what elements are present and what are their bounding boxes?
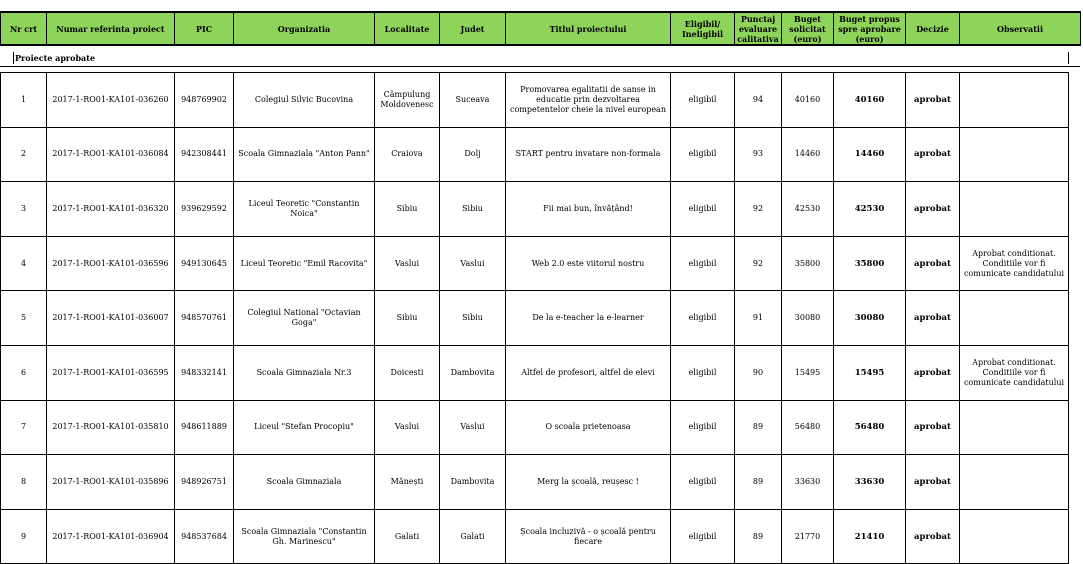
cell-propus: 33630: [834, 455, 906, 510]
projects-table: [0, 72, 1069, 564]
cell-buget: 15495: [782, 345, 834, 400]
cell-loc: Câmpulung Moldovenesc: [375, 73, 440, 128]
cell-titlu: Web 2.0 este viitorul nostru: [506, 236, 671, 291]
cell-decizie: aprobat: [906, 73, 960, 128]
cell-pic: 949130645: [175, 236, 234, 291]
cell-jud: Vaslui: [440, 236, 506, 291]
cell-decizie: aprobat: [906, 455, 960, 510]
header-decizie: Decizie: [906, 12, 960, 45]
header-table: [0, 11, 1081, 46]
cell-jud: Vaslui: [440, 400, 506, 455]
cell-elig: eligibil: [671, 509, 735, 564]
table-row: [1, 127, 1069, 182]
cell-obs: [960, 182, 1069, 237]
cell-ref: 2017-1-RO01-KA101-036904: [47, 509, 175, 564]
cell-pic: 948611889: [175, 400, 234, 455]
cell-punctaj: 89: [735, 455, 782, 510]
cell-jud: Dolj: [440, 127, 506, 182]
cell-loc: Vaslui: [375, 236, 440, 291]
cell-obs: [960, 400, 1069, 455]
cell-decizie: aprobat: [906, 400, 960, 455]
cell-buget: 40160: [782, 73, 834, 128]
header-punctaj: Punctaj evaluare calitativa: [735, 12, 782, 45]
cell-elig: eligibil: [671, 291, 735, 346]
cell-elig: eligibil: [671, 127, 735, 182]
cell-ref: 2017-1-RO01-KA101-036007: [47, 291, 175, 346]
cell-ref: 2017-1-RO01-KA101-035896: [47, 455, 175, 510]
cell-loc: Sibiu: [375, 182, 440, 237]
cell-org: Colegiul Silvic Bucovina: [234, 73, 375, 128]
cell-titlu: Fii mai bun, învățând!: [506, 182, 671, 237]
cell-obs: [960, 73, 1069, 128]
cell-punctaj: 89: [735, 400, 782, 455]
header-jud: Judet: [440, 12, 506, 45]
cell-punctaj: 94: [735, 73, 782, 128]
cell-buget: 14460: [782, 127, 834, 182]
section-divider: [1068, 52, 1069, 64]
cell-buget: 56480: [782, 400, 834, 455]
cell-decizie: aprobat: [906, 509, 960, 564]
cell-propus: 42530: [834, 182, 906, 237]
cell-nr: 5: [1, 291, 47, 346]
table-row: [1, 400, 1069, 455]
header-loc: Localitate: [375, 12, 440, 45]
table-row: [1, 291, 1069, 346]
cell-nr: 9: [1, 509, 47, 564]
cell-pic: 948769902: [175, 73, 234, 128]
cell-obs: Aprobat conditionat. Conditiile vor fi comunicate candidatului: [960, 236, 1069, 291]
cell-buget: 35800: [782, 236, 834, 291]
header-obs: Observatii: [960, 12, 1081, 45]
cell-ref: 2017-1-RO01-KA101-036084: [47, 127, 175, 182]
cell-jud: Dambovita: [440, 345, 506, 400]
cell-loc: Sibiu: [375, 291, 440, 346]
header-row: [1, 12, 1081, 45]
cell-obs: [960, 455, 1069, 510]
cell-jud: Suceava: [440, 73, 506, 128]
header-ref: Numar referinta proiect: [47, 12, 175, 45]
cell-buget: 21770: [782, 509, 834, 564]
cell-punctaj: 92: [735, 236, 782, 291]
cell-elig: eligibil: [671, 182, 735, 237]
cell-ref: 2017-1-RO01-KA101-036595: [47, 345, 175, 400]
cell-org: Liceul Teoretic "Emil Racovita": [234, 236, 375, 291]
cell-nr: 1: [1, 73, 47, 128]
table-row: [1, 236, 1069, 291]
cell-elig: eligibil: [671, 345, 735, 400]
cell-propus: 21410: [834, 509, 906, 564]
cell-ref: 2017-1-RO01-KA101-036260: [47, 73, 175, 128]
cell-ref: 2017-1-RO01-KA101-035810: [47, 400, 175, 455]
cell-punctaj: 91: [735, 291, 782, 346]
cell-titlu: START pentru invatare non-formala: [506, 127, 671, 182]
cell-org: Liceul "Stefan Procopiu": [234, 400, 375, 455]
section-row: [0, 48, 1080, 67]
cell-titlu: O scoala prietenoasa: [506, 400, 671, 455]
table-row: [1, 182, 1069, 237]
cell-propus: 35800: [834, 236, 906, 291]
cell-jud: Galati: [440, 509, 506, 564]
cell-decizie: aprobat: [906, 236, 960, 291]
cell-titlu: Altfel de profesori, altfel de elevi: [506, 345, 671, 400]
table-row: [1, 509, 1069, 564]
cell-ref: 2017-1-RO01-KA101-036320: [47, 182, 175, 237]
cell-propus: 15495: [834, 345, 906, 400]
header-propus: Buget propus spre aprobare (euro): [834, 12, 906, 45]
header-titlu: Titlul proiectului: [506, 12, 671, 45]
section-title: Proiecte aprobate: [15, 53, 96, 63]
cell-pic: 939629592: [175, 182, 234, 237]
cell-jud: Sibiu: [440, 291, 506, 346]
cell-loc: Craiova: [375, 127, 440, 182]
cell-titlu: Școala incluzivă - o școală pentru fiecare: [506, 509, 671, 564]
cell-nr: 4: [1, 236, 47, 291]
cell-titlu: Merg la școală, reușesc !: [506, 455, 671, 510]
cell-punctaj: 92: [735, 182, 782, 237]
cell-elig: eligibil: [671, 236, 735, 291]
cell-nr: 7: [1, 400, 47, 455]
cell-loc: Galati: [375, 509, 440, 564]
cell-elig: eligibil: [671, 455, 735, 510]
table-body: [1, 73, 1069, 564]
cell-buget: 33630: [782, 455, 834, 510]
cell-decizie: aprobat: [906, 182, 960, 237]
cell-pic: 948570761: [175, 291, 234, 346]
cell-org: Scoala Gimnaziala "Anton Pann": [234, 127, 375, 182]
cell-decizie: aprobat: [906, 345, 960, 400]
cell-buget: 42530: [782, 182, 834, 237]
cell-elig: eligibil: [671, 400, 735, 455]
cell-punctaj: 93: [735, 127, 782, 182]
cell-punctaj: 90: [735, 345, 782, 400]
cell-loc: Vaslui: [375, 400, 440, 455]
cell-pic: 948537684: [175, 509, 234, 564]
cell-loc: Doicesti: [375, 345, 440, 400]
cell-elig: eligibil: [671, 73, 735, 128]
cell-titlu: De la e-teacher la e-learner: [506, 291, 671, 346]
cell-propus: 56480: [834, 400, 906, 455]
cell-pic: 942308441: [175, 127, 234, 182]
table-row: [1, 455, 1069, 510]
cell-nr: 8: [1, 455, 47, 510]
cell-jud: Dambovita: [440, 455, 506, 510]
cell-nr: 6: [1, 345, 47, 400]
cell-decizie: aprobat: [906, 291, 960, 346]
header-elig: Eligibil/ Ineligibil: [671, 12, 735, 45]
cell-decizie: aprobat: [906, 127, 960, 182]
cell-nr: 3: [1, 182, 47, 237]
header-buget: Buget solicitat (euro): [782, 12, 834, 45]
cell-titlu: Promovarea egalitatii de sanse in educatie prin dezvoltarea competentelor cheie la nivel european: [506, 73, 671, 128]
table-row: [1, 73, 1069, 128]
cell-org: Scoala Gimnaziala: [234, 455, 375, 510]
cell-buget: 30080: [782, 291, 834, 346]
cell-nr: 2: [1, 127, 47, 182]
cell-obs: [960, 509, 1069, 564]
cell-propus: 40160: [834, 73, 906, 128]
cell-org: Liceul Teoretic "Constantin Noica": [234, 182, 375, 237]
cell-org: Colegiul National "Octavian Goga": [234, 291, 375, 346]
cell-propus: 30080: [834, 291, 906, 346]
header-nr: Nr crt: [1, 12, 47, 45]
cell-pic: 948332141: [175, 345, 234, 400]
cell-propus: 14460: [834, 127, 906, 182]
cell-pic: 948926751: [175, 455, 234, 510]
header-org: Organizatia: [234, 12, 375, 45]
cell-org: Scoala Gimnaziala Nr.3: [234, 345, 375, 400]
cell-obs: Aprobat conditionat. Conditiile vor fi comunicate candidatului: [960, 345, 1069, 400]
cell-punctaj: 89: [735, 509, 782, 564]
table-row: [1, 345, 1069, 400]
cell-obs: [960, 291, 1069, 346]
cell-org: Scoala Gimnaziala "Constantin Gh. Marinescu": [234, 509, 375, 564]
cell-ref: 2017-1-RO01-KA101-036596: [47, 236, 175, 291]
cell-loc: Mănești: [375, 455, 440, 510]
cell-obs: [960, 127, 1069, 182]
header-pic: PIC: [175, 12, 234, 45]
cell-jud: Sibiu: [440, 182, 506, 237]
